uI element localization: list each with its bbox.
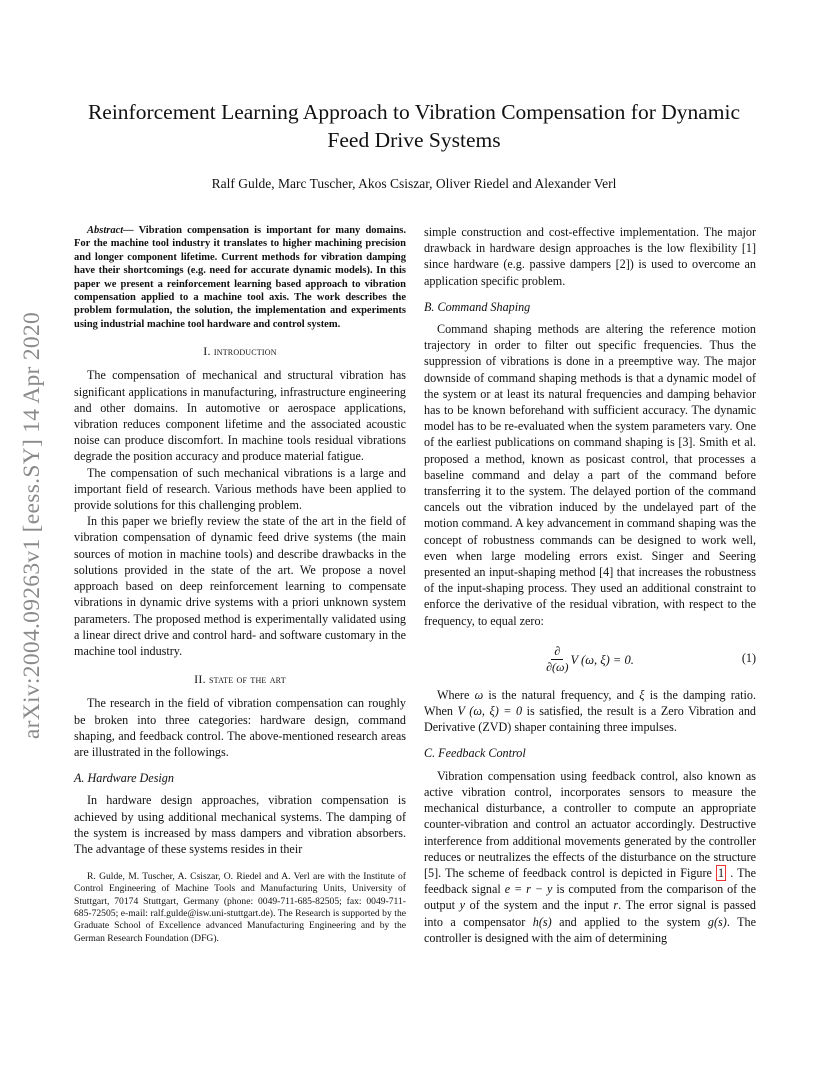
text-run: . The controller is designed with the aim of determining bbox=[424, 914, 756, 945]
text-run: is the natural frequency, and bbox=[483, 687, 640, 702]
math-symbol: ξ bbox=[639, 687, 645, 702]
equation-body: V (ω, ξ) = 0. bbox=[570, 652, 634, 667]
soa-paragraph-1: The research in the field of vibration compensation can roughly be broken into three categories: hardware design, command shaping, and feedback control. The above-mentioned research areas are illustrated in the followings. bbox=[74, 696, 406, 759]
section-title bbox=[209, 672, 286, 686]
figure-reference-link[interactable]: 1 bbox=[718, 865, 725, 880]
section-heading-state-of-the-art bbox=[74, 671, 406, 687]
paper-title-line-1: Reinforcement Learning Approach to Vibration Compensation for Dynamic bbox=[87, 100, 741, 124]
hardware-paragraph-1-continued: simple construction and cost-effective implementation. The major drawback in hardware design approaches is the low flexibility [1] since hardware (e.g. passive dampers [2]) is used to overcome an application specific problem. bbox=[424, 225, 756, 288]
math-symbol: r bbox=[613, 898, 619, 913]
equation-1 bbox=[424, 639, 756, 681]
text-run: Vibration compensation using feedback control, also known as active vibration control, incorporates sensors to measure the mechanical disturbance, a controller to compute an appropriate counter-vibration and control an actuator accordingly. Destructive interference from additional movements generated by the controller reduces or neutralizes the effects of the disturbance on the structure [5]. The scheme of feedback control is depicted in Figure bbox=[424, 768, 756, 880]
text-run: is satisfied, the result is a Zero Vibration and Derivative (ZVD) shaper containing three impulses. bbox=[424, 704, 756, 735]
section-title bbox=[214, 344, 277, 358]
intro-paragraph-2: The compensation of such mechanical vibrations is a large and important field of research. Various methods have been applied to provide solutions for this challenging problem. bbox=[74, 465, 406, 513]
equation-fraction bbox=[546, 644, 568, 675]
section-title-text: introduction bbox=[213, 344, 277, 359]
equation-numerator: ∂ bbox=[551, 644, 563, 660]
section-number: II. bbox=[194, 672, 209, 687]
abstract-text: — Vibration compensation is important for many domains. For the machine tool industry it translates to higher machining precision and longer component lifetime. Current methods for vibration damping have their shortcomings (e.g. need for accurate dynamic models). In this paper we present a reinforcement learning based approach to vibration compensation applied to a machine tool axis. The work describes the problem formulation, the solution, the implementation and experiments using industrial machine tool hardware and control system. bbox=[74, 225, 406, 330]
text-run: and applied to the system bbox=[551, 914, 708, 929]
text-run: is the damping ratio. When bbox=[424, 687, 757, 719]
text-run: . The feedback signal bbox=[424, 865, 757, 897]
subsection-heading-hardware-design: A. Hardware Design bbox=[74, 771, 174, 786]
equation-denominator: ∂(ω) bbox=[546, 660, 569, 675]
abstract bbox=[74, 224, 406, 331]
author-footnote: R. Gulde, M. Tuscher, A. Csiszar, O. Riedel and A. Verl are with the Institute of Control Engineering of Machine Tools and Manufacturing Units, University of Stuttgart, 70174 Stuttgart, Germany (phone: 0049-711-685-82505; fax: 0049-711-685-72505; e-mail: ralf.gulde@isw.uni-stuttgart.de). The Research is supported by the Graduate School of Excellence advanced Manufacturing Engineering and by the German Research Foundation (DFG). bbox=[74, 871, 406, 944]
paper-title bbox=[0, 98, 828, 154]
text-run: . The error signal is passed into a compensator bbox=[424, 898, 756, 929]
abstract-label: Abstract bbox=[87, 225, 124, 236]
author-list: Ralf Gulde, Marc Tuscher, Akos Csiszar, Oliver Riedel and Alexander Verl bbox=[211, 176, 617, 191]
math-expression: e = r − y bbox=[504, 882, 553, 897]
math-expression: V (ω, ξ) = 0 bbox=[457, 704, 523, 719]
hardware-paragraph-1: In hardware design approaches, vibration compensation is achieved by using additional mechanical systems. The damping of the system is increased by mass dampers and vibration absorbers. The advantage of these systems resides in their bbox=[74, 793, 406, 856]
text-run: is computed from the comparison of the output bbox=[424, 882, 756, 913]
subsection-heading-feedback-control: C. Feedback Control bbox=[424, 746, 526, 761]
subsection-heading-command-shaping: B. Command Shaping bbox=[424, 299, 531, 314]
intro-paragraph-1: The compensation of mechanical and structural vibration has significant applications in manufacturing, infrastructure engineering and other domains. In automotive or aerospace applications, vibration reduces component lifetime and the associated acoustic noise can produce discomfort. In machine tools residual vibrations degrade the position accuracy and produce material fatigue. bbox=[74, 368, 406, 464]
section-number: I. bbox=[203, 344, 214, 359]
right-column bbox=[424, 224, 756, 946]
math-symbol: y bbox=[459, 898, 466, 913]
text-run: of the system and the input bbox=[465, 898, 614, 913]
equation-number: (1) bbox=[741, 650, 756, 665]
section-heading-introduction bbox=[74, 343, 406, 359]
arxiv-identifier-sidebar bbox=[13, 275, 53, 775]
math-expression: g(s) bbox=[707, 914, 727, 929]
feedback-control-paragraph-1 bbox=[424, 768, 756, 946]
math-expression: h(s) bbox=[532, 914, 552, 929]
command-shaping-paragraph-2 bbox=[424, 687, 756, 736]
paper-title-line-2: Feed Drive Systems bbox=[327, 128, 501, 152]
command-shaping-paragraph-1: Command shaping methods are altering the reference motion trajectory in order to filter out specific frequencies. Thus the suppression of vibrations is done in a preemptive way. The major downside of command shaping methods is that a dynamic model of the system or at least its natural frequencies and damping behavior has to be known beforehand with sufficient accuracy. The dynamic model has to be re-evaluated when the system parameters vary. One of the earliest publications on command shaping is [3]. Smith et al. proposed a method, known as posicast control, that processes a baseline command and delay a part of the command before transferring it to the system. The delayed portion of the command cancels out the vibration induced by the undelayed part of the motion command. A key advancement in command shaping was the concept of robustness commands can be designed to work well, even when large modeling errors exist. Singer and Seering presented an input-shaping method [4] that increases the robustness of the input-shaping process. They used an additional constraint to enforce the derivative of the residual vibration, with respect to the frequency, to equal zero: bbox=[424, 322, 756, 628]
section-title-text: state of the art bbox=[208, 672, 286, 687]
intro-paragraph-3: In this paper we briefly review the state of the art in the field of vibration compensation of dynamic feed drive systems (the main sources of motion in machine tools) and describe drawbacks in the solutions provided in the state of the art. We propose a novel approach based on deep reinforcement learning to compensate vibrations in dynamic drive systems with a priori unknown system parameters. The proposed method is experimentally validated using a linear direct drive and control hard- and software customary in the machine tool industry. bbox=[74, 514, 406, 658]
left-column bbox=[74, 224, 406, 945]
text-run: Where bbox=[437, 687, 475, 702]
arxiv-identifier: arXiv:2004.09263v1 [eess.SY] 14 Apr 2020 bbox=[19, 311, 46, 739]
math-symbol: ω bbox=[474, 687, 484, 702]
